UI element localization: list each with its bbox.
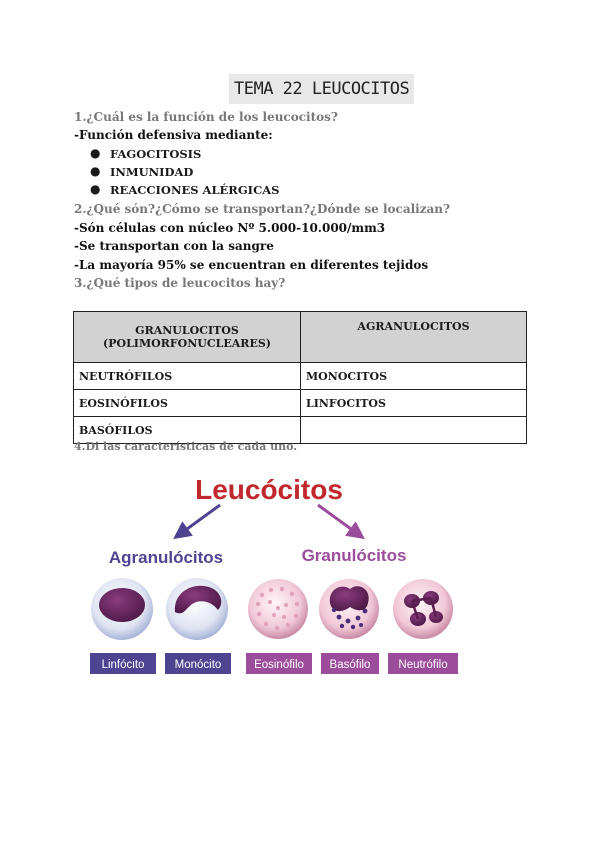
- question-4: 4.Di las características de cada uno.: [74, 440, 298, 453]
- table-header-agranulocytes: AGRANULOCITOS: [301, 312, 527, 363]
- table-row: [74, 390, 527, 417]
- table-header-granulocytes: [74, 312, 301, 363]
- list-item: REACCIONES ALÉRGICAS: [110, 183, 280, 197]
- basophil-cell-icon: [319, 579, 379, 639]
- question-2: 2.¿Qué són?¿Cómo se transportan?¿Dónde se localizan?: [74, 202, 451, 216]
- lymphocyte-cell-icon: [91, 578, 153, 640]
- label-monocyte: Monócito: [174, 659, 222, 671]
- label-lymphocyte: Linfócito: [101, 659, 145, 671]
- figure-title: Leucócitos: [195, 474, 343, 505]
- page-title: TEMA 22 LEUCOCITOS: [229, 74, 414, 104]
- label-neutrophil: Neutrófilo: [398, 659, 448, 671]
- list-item: FAGOCITOSIS: [110, 147, 202, 161]
- neutrophil-cell-icon: [393, 579, 453, 639]
- eosinophil-cell-icon: [248, 579, 308, 639]
- table-cell: [301, 417, 527, 444]
- leukocytes-diagram: [74, 465, 472, 690]
- bullet-icon: ●: [90, 146, 101, 160]
- answer-2-line: -Són células con núcleo Nº 5.000-10.000/mm3: [74, 221, 386, 235]
- granulocytes-heading: Granulócitos: [301, 546, 407, 565]
- table-cell: NEUTRÓFILOS: [74, 363, 301, 390]
- agranulocytes-heading: Agranulócitos: [108, 548, 224, 567]
- table-row: [74, 363, 527, 390]
- bullet-icon: ●: [90, 164, 101, 178]
- question-1: 1.¿Cuál es la función de los leucocitos?: [74, 110, 338, 124]
- table-cell: LINFOCITOS: [301, 390, 527, 417]
- arrow-left-icon: [176, 505, 220, 537]
- arrow-right-icon: [318, 505, 362, 537]
- leukocyte-types-table: [73, 311, 527, 444]
- answer-2-line: -La mayoría 95% se encuentran en diferentes tejidos: [74, 258, 429, 272]
- table-cell: BASÓFILOS: [74, 417, 301, 444]
- question-3: 3.¿Qué tipos de leucocitos hay?: [74, 276, 286, 290]
- list-item: INMUNIDAD: [110, 165, 194, 179]
- answer-2-line: -Se transportan con la sangre: [74, 239, 274, 253]
- answer-1-intro: -Función defensiva mediante:: [74, 128, 273, 142]
- label-eosinophil: Eosinófilo: [254, 659, 304, 671]
- table-cell: MONOCITOS: [301, 363, 527, 390]
- label-basophil: Basófilo: [329, 659, 371, 671]
- header-line: (POLIMORFONUCLEARES): [103, 337, 271, 350]
- table-cell: EOSINÓFILOS: [74, 390, 301, 417]
- monocyte-cell-icon: [166, 578, 228, 640]
- header-line: GRANULOCITOS: [135, 324, 239, 337]
- bullet-icon: ●: [90, 182, 101, 196]
